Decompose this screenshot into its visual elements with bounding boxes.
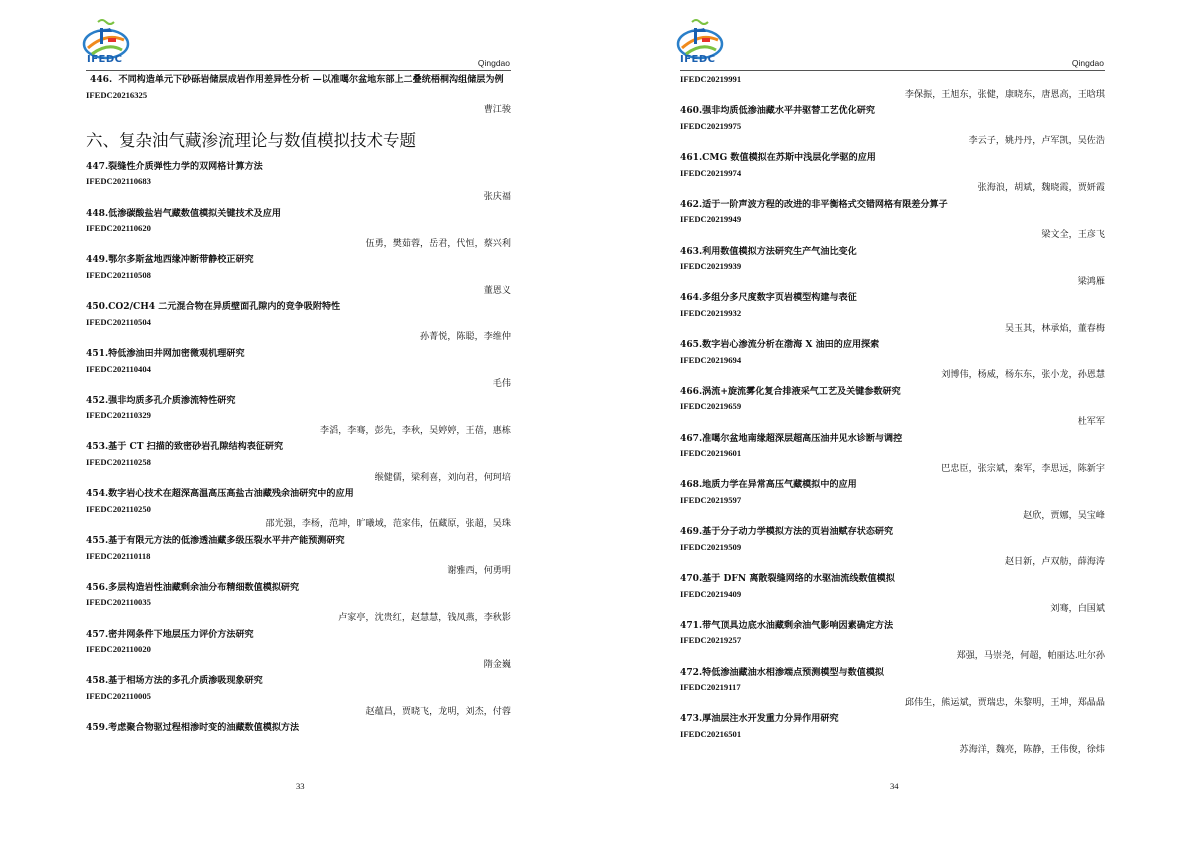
entry-title: 447.裂缝性介质弹性力学的双网格计算方法 (86, 160, 263, 172)
entry-authors: 赵欣，贾娜，吴宝峰 (1023, 510, 1105, 521)
left-content (86, 72, 511, 736)
entry-title: 458.基于相场方法的多孔介质渗吸现象研究 (86, 675, 263, 687)
list-item (86, 299, 511, 346)
entry-authors: 曹江骏 (483, 105, 511, 116)
header-rule (680, 70, 1105, 71)
list-item (680, 244, 1105, 291)
entry-title: 468.地质力学在异常高压气藏模拟中的应用 (680, 479, 857, 491)
entry-authors: 苏海洋，魏亮，陈静，王伟俊，徐炜 (959, 744, 1105, 755)
entry-title: 453.基于 CT 扫描的致密砂岩孔隙结构表征研究 (86, 441, 284, 453)
entry-authors: 郑强，马崇尧，何超，帕丽达.吐尔孙 (956, 650, 1105, 661)
list-item (680, 618, 1105, 665)
right-page (596, 0, 1191, 842)
entry-authors: 张海浪，胡斌，魏晓霞，贾妍霞 (977, 183, 1105, 194)
entry-code: IFEDC202110620 (86, 223, 151, 234)
entry-authors: 李云子，姚丹丹，卢军凯，吴佐浩 (968, 136, 1105, 147)
entry-code: IFEDC20216501 (680, 728, 742, 739)
logo-text: IFEDC (87, 54, 123, 65)
entry-title: 472.特低渗油藏油水相渗端点预测模型与数值模拟 (680, 666, 885, 678)
entry-authors: 李滔，李骞，彭先，李秋，吴婷婷，王蓓，惠栋 (320, 425, 511, 436)
entry-code: IFEDC20219949 (680, 214, 742, 225)
entry-code: IFEDC20219932 (680, 307, 742, 318)
entry-title: 464.多组分多尺度数字页岩模型构建与表征 (680, 292, 857, 304)
list-item (680, 431, 1105, 478)
entry-authors: 巴忠臣，张宗斌，秦军，李思远，陈新宇 (941, 463, 1105, 474)
entry-title: 459.考虑聚合物驱过程相渗时变的油藏数值模拟方法 (86, 722, 300, 734)
entry-authors: 梁鸿雁 (1077, 276, 1105, 287)
list-item (680, 72, 1105, 103)
entry-code: IFEDC202110508 (86, 269, 151, 280)
entry-authors: 赵日新，卢双舫，薛海涛 (1004, 557, 1105, 568)
list-item (86, 486, 511, 533)
list-item (86, 252, 511, 299)
entry-title: 461.CMG 数值模拟在苏斯中浅层化学驱的应用 (680, 151, 876, 163)
entry-446 (86, 72, 511, 119)
list-item (680, 711, 1105, 758)
right-content (680, 72, 1105, 758)
entry-code: IFEDC20219509 (680, 541, 742, 552)
header-city: Qingdao (477, 58, 510, 68)
entry-code: IFEDC202110035 (86, 597, 151, 608)
entry-code: IFEDC20219991 (680, 74, 742, 84)
list-item (680, 290, 1105, 337)
list-item (680, 524, 1105, 571)
entry-title: 448.低渗碳酸盐岩气藏数值模拟关键技术及应用 (86, 207, 281, 219)
entry-code: IFEDC20219597 (680, 495, 742, 506)
entry-authors: 张庆福 (483, 191, 511, 202)
list-item (86, 533, 511, 580)
entry-title: 457.密井网条件下地层压力评价方法研究 (86, 628, 254, 640)
entry-authors: 李保振，王旭东，张健，康晓东，唐恩高，王晗琪 (904, 89, 1105, 100)
entry-list (86, 159, 511, 736)
list-item (680, 103, 1105, 150)
entry-authors: 董恩义 (483, 285, 511, 296)
entry-authors: 缑健儒，梁利喜，刘向君，何珂培 (374, 472, 511, 483)
section-title: 六、复杂油气藏渗流理论与数值模拟技术专题 (86, 130, 416, 150)
entry-title: 466.涡流+旋流雾化复合排液采气工艺及关键参数研究 (680, 385, 901, 397)
list-item (680, 337, 1105, 384)
entry-authors: 刘博伟，杨威，杨东东，张小龙，孙恩慧 (941, 370, 1105, 381)
entry-authors: 杜军军 (1077, 417, 1105, 428)
entry-code: IFEDC202110020 (86, 644, 151, 655)
entry-title: 465.数字岩心渗流分析在渤海 X 油田的应用探索 (680, 339, 880, 351)
entry-code: IFEDC20219117 (680, 682, 741, 693)
entry-title: 462.适于一阶声波方程的改进的非平衡格式交错网格有限差分算子 (680, 198, 948, 210)
entry-authors: 邵光强，李杨，范坤，旷曦域，范家伟，伍藏原，张超，吴珠 (265, 519, 511, 530)
left-page (0, 0, 595, 842)
entry-code: IFEDC202110250 (86, 503, 151, 514)
entry-title: 460.强非均质低渗油藏水平井驱替工艺优化研究 (680, 105, 875, 117)
entry-title: 467.准噶尔盆地南缘超深层超高压油井见水诊断与调控 (680, 432, 903, 444)
entry-title: 456.多层构造岩性油藏剩余油分布精细数值模拟研究 (86, 581, 300, 593)
list-item (86, 439, 511, 486)
list-item (86, 720, 511, 736)
list-item (86, 627, 511, 674)
entry-authors: 梁文全，王彦飞 (1041, 229, 1105, 240)
list-item (86, 346, 511, 393)
entry-authors: 赵蕴昌，贾晓飞，龙明，刘杰，付蓉 (365, 706, 511, 717)
entry-authors: 伍勇，樊茹蓉，岳君，代恒，蔡兴利 (365, 238, 511, 249)
list-item (680, 384, 1105, 431)
entry-code: IFEDC20216325 (86, 89, 148, 100)
entry-code: IFEDC20219694 (680, 354, 742, 365)
entry-code: IFEDC20219975 (680, 120, 742, 131)
entry-code: IFEDC20219409 (680, 588, 742, 599)
entry-authors: 邱伟生，熊运斌，贾瑞忠，朱黎明，王坤，郑晶晶 (904, 697, 1105, 708)
page-number: 33 (296, 781, 305, 791)
list-item (86, 673, 511, 720)
entry-authors: 隋金巍 (483, 659, 511, 670)
entry-code: IFEDC20219601 (680, 448, 742, 459)
entry-title: 469.基于分子动力学模拟方法的页岩油赋存状态研究 (680, 526, 894, 538)
entry-code: IFEDC202110329 (86, 410, 151, 421)
logo-text: IFEDC (680, 54, 716, 65)
entry-title: 473.厚油层注水开发重力分异作用研究 (680, 713, 839, 725)
list-item (680, 571, 1105, 618)
list-item (86, 393, 511, 440)
entry-authors: 吴玉其，林承焰，董春梅 (1004, 323, 1105, 334)
entry-title: 450.CO2/CH4 二元混合物在异质壁面孔隙内的竞争吸附特性 (86, 301, 341, 313)
entry-code: IFEDC202110683 (86, 176, 151, 187)
entry-code: IFEDC20219939 (680, 261, 742, 272)
entry-code: IFEDC202110404 (86, 363, 151, 374)
entry-title: 446. 不同构造单元下砂砾岩储层成岩作用差异性分析 —以准噶尔盆地东部上二叠统梧桐沟组储层为例 (90, 74, 504, 85)
list-item (86, 206, 511, 253)
entry-title: 455.基于有限元方法的低渗透油藏多级压裂水平井产能预测研究 (86, 535, 345, 547)
entry-authors: 孙菁悦，陈聪，李维仲 (420, 332, 511, 343)
page-number: 34 (890, 781, 899, 791)
list-item (680, 477, 1105, 524)
header-city: Qingdao (1071, 58, 1104, 68)
entry-title: 471.带气顶具边底水油藏剩余油气影响因素确定方法 (680, 619, 894, 631)
list-item (86, 580, 511, 627)
entry-authors: 卢家亭，沈贵红，赵慧慧，钱凤燕，李秋影 (338, 613, 511, 623)
header-rule (86, 70, 511, 71)
entry-code: IFEDC202110118 (86, 550, 151, 561)
entry-title: 451.特低渗油田井网加密微观机理研究 (86, 347, 245, 359)
entry-code: IFEDC202110005 (86, 690, 151, 701)
entry-code: IFEDC20219974 (680, 167, 742, 178)
entry-authors: 谢雅西，何勇明 (447, 566, 511, 577)
list-item (680, 665, 1105, 712)
entry-code: IFEDC20219659 (680, 401, 742, 412)
entry-title: 470.基于 DFN 离散裂缝网络的水驱油流线数值模拟 (680, 573, 895, 584)
list-item (86, 159, 511, 206)
entry-code: IFEDC202110258 (86, 457, 151, 468)
entry-code: IFEDC202110504 (86, 316, 151, 327)
entry-authors: 刘骞，白国斌 (1050, 604, 1105, 615)
entry-title: 452.强非均质多孔介质渗流特性研究 (86, 394, 236, 406)
list-item (680, 197, 1105, 244)
entry-title: 463.利用数值模拟方法研究生产气油比变化 (680, 245, 857, 257)
entry-code: IFEDC20219257 (680, 635, 742, 646)
entry-authors: 毛伟 (492, 379, 511, 390)
list-item (680, 150, 1105, 197)
entry-title: 454.数字岩心技术在超深高温高压高盐古油藏残余油研究中的应用 (86, 488, 354, 500)
entry-title: 449.鄂尔多斯盆地西缘冲断带静校正研究 (86, 254, 254, 266)
